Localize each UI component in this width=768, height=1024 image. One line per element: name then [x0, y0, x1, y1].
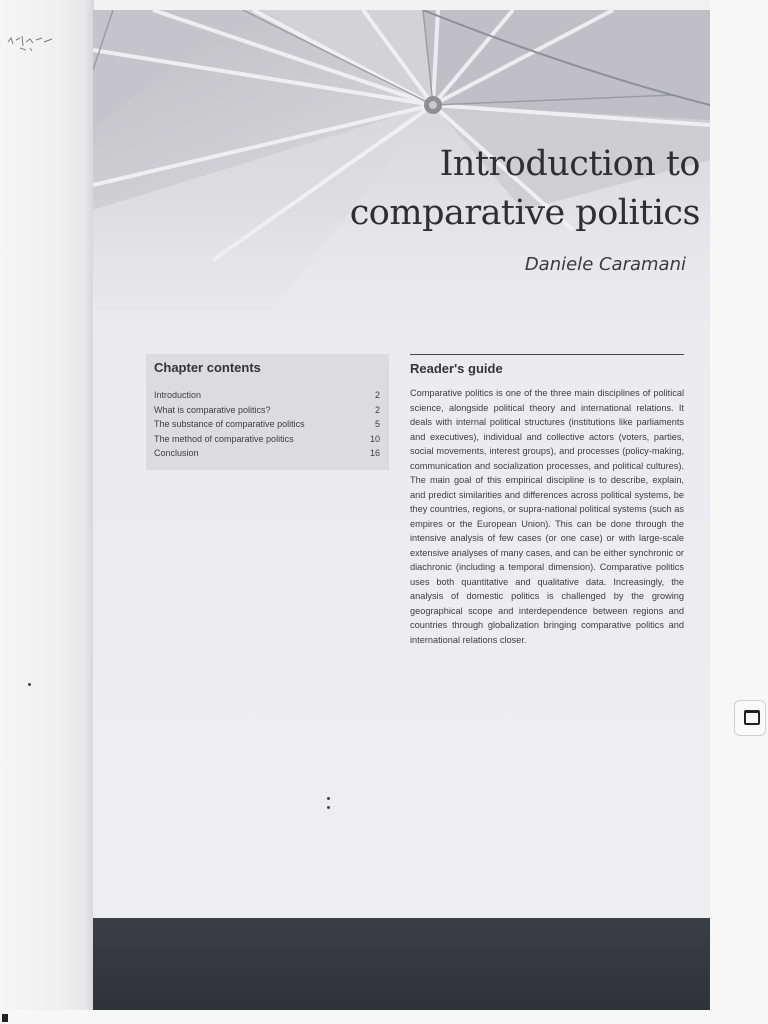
contents-item-label: The method of comparative politics: [154, 433, 294, 444]
bottom-margin: [0, 1010, 768, 1024]
contents-item-page: 10: [369, 433, 380, 444]
list-item[interactable]: [154, 417, 380, 432]
list-item[interactable]: [154, 403, 380, 418]
chapter-title-line-2: comparative politics: [349, 193, 700, 233]
contents-item-label: Conclusion: [154, 448, 199, 458]
chapter-contents-box: [146, 354, 389, 470]
chapter-title: [330, 140, 700, 238]
list-item[interactable]: [154, 388, 380, 403]
chapter-author: Daniele Caramani: [524, 254, 686, 275]
contents-item-label: What is comparative politics?: [154, 404, 271, 415]
scan-speck-icon: [327, 797, 330, 800]
footer-band: [93, 918, 710, 1010]
pencil-scribble-icon: [6, 28, 58, 54]
chapter-title-line-1: Introduction to: [439, 144, 700, 184]
contents-item-label: Introduction: [154, 390, 202, 400]
binding-strip: [0, 0, 92, 1024]
right-margin: [710, 0, 768, 1024]
readers-guide-divider: [410, 354, 684, 355]
list-item[interactable]: [154, 432, 380, 447]
readers-guide-body: Comparative politics is one of the three main disciplines of political science, alongside political theory and international relations. It deals with internal political structures (institutions like parliaments and executives), individual and collective actors (voters, parties, social movements, interest groups), and processes (policy-making, communication and socialization processes, and political cultures). The main goal of this empirical discipline is to describe, explain, and predict similarities and differences across political systems, be they countries, regions, or supra-national political systems (such as empires or the European Union). This can be done through the intensive analysis of few cases (or one case) or with large-scale extensive analyses of many cases, and can be either synchronic or diachronic (including a temporal dimension). Comparative politics uses both quantitative and qualitative data. Increasingly, the analysis of domestic politics is challenged by the growing geographical scope and interdependence between regions and countries through globalization bringing comparative politics and international relations closer.: [410, 388, 684, 645]
readers-guide-heading: Reader's guide: [410, 361, 503, 376]
chapter-contents-heading: Chapter contents: [154, 360, 261, 375]
scan-speck-icon: [2, 1014, 8, 1022]
chapter-contents-list: [154, 388, 380, 461]
page-tab-icon: [744, 710, 760, 725]
contents-item-page: 2: [374, 390, 380, 400]
list-item[interactable]: [154, 446, 380, 461]
contents-item-page: 16: [369, 448, 380, 458]
contents-item-page: 2: [374, 404, 380, 415]
contents-item-label: The substance of comparative politics: [154, 419, 305, 429]
contents-item-page: 5: [374, 419, 380, 429]
scan-speck-icon: [327, 806, 330, 809]
scan-speck-icon: [28, 683, 31, 686]
